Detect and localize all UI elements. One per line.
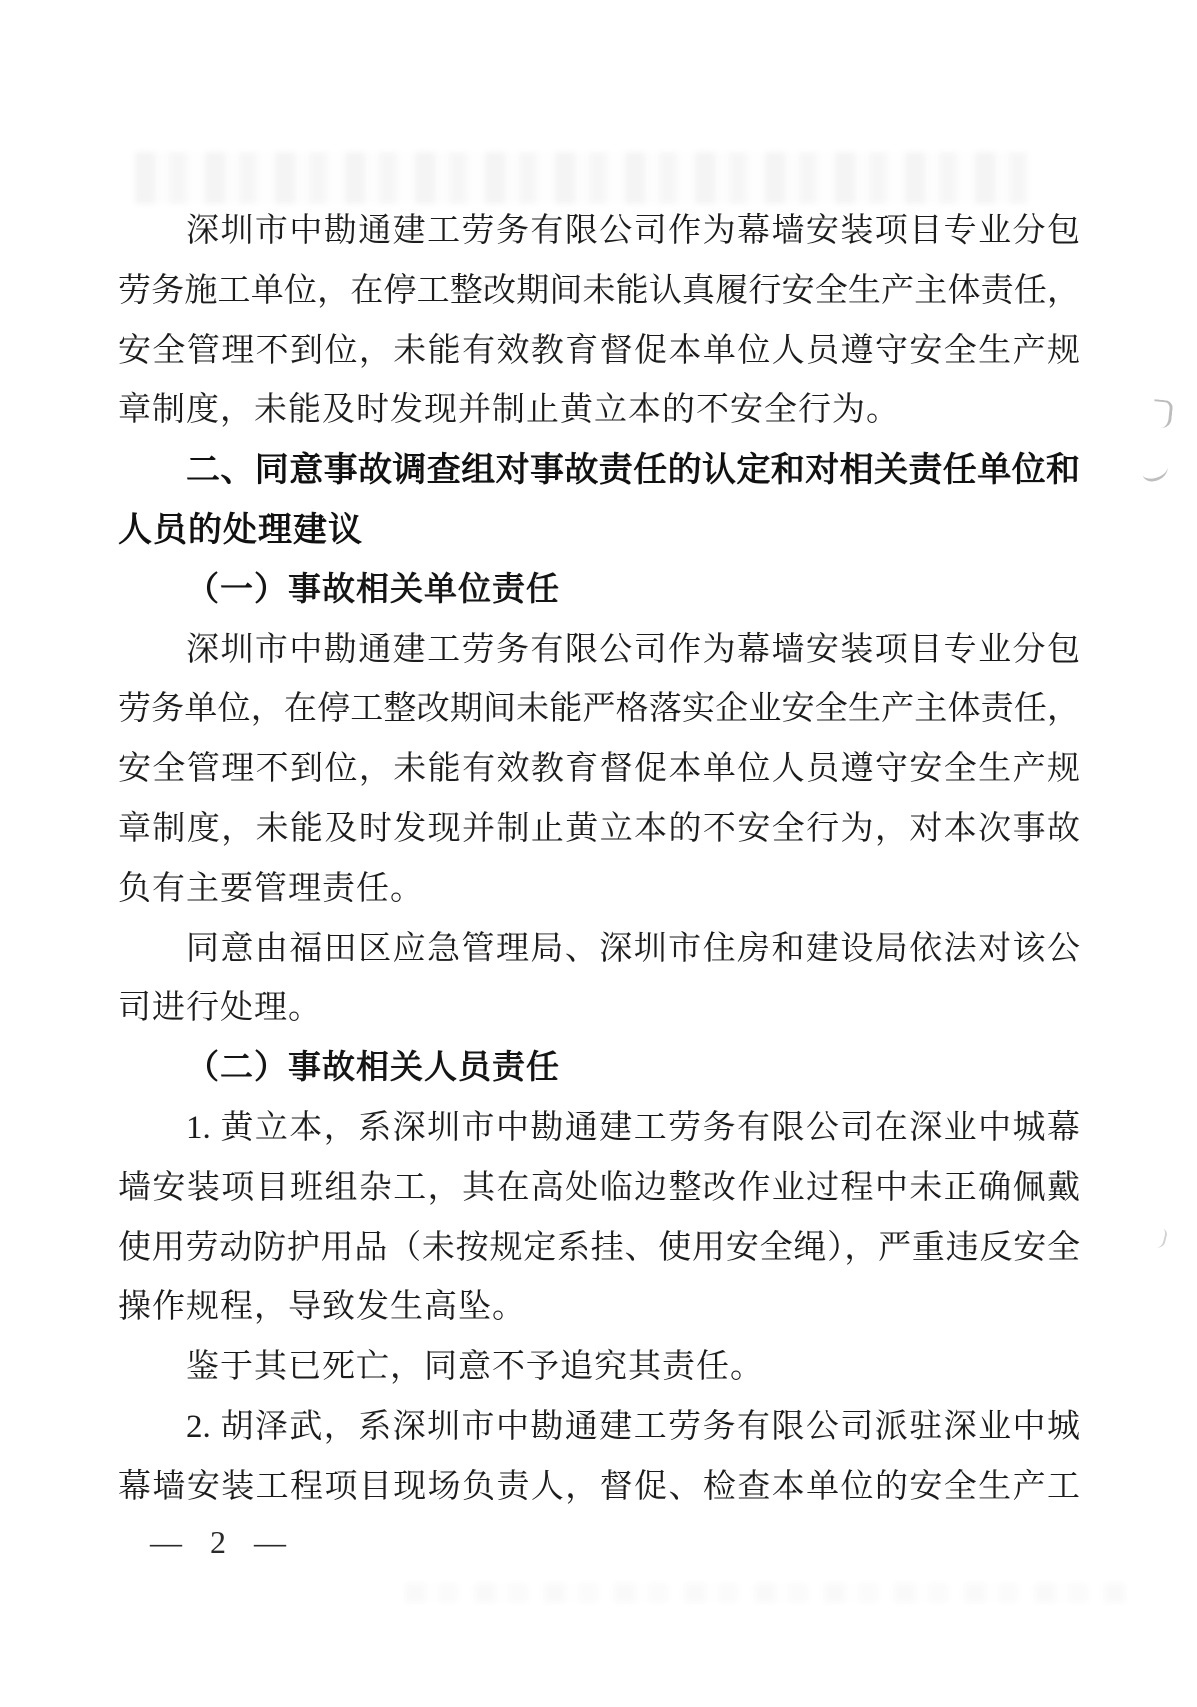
text-line: 劳务施工单位，在停工整改期间未能认真履行安全生产主体责任，	[118, 272, 1080, 309]
text-line: 使用劳动防护用品（未按规定系挂、使用安全绳），严重违反安全	[118, 1229, 1080, 1266]
scan-artifact	[1140, 458, 1169, 483]
text-line: 人员的处理建议	[118, 510, 363, 549]
text-line: 负有主要管理责任。	[118, 870, 424, 907]
scan-artifact	[1152, 399, 1174, 429]
text-line: 1. 黄立本，系深圳市中勘通建工劳务有限公司在深业中城幕	[186, 1109, 1080, 1146]
text-line: 章制度，未能及时发现并制止黄立本的不安全行为。	[118, 392, 900, 429]
text-line: 安全管理不到位，未能有效教育督促本单位人员遵守安全生产规	[118, 751, 1080, 788]
text-line: 安全管理不到位，未能有效教育督促本单位人员遵守安全生产规	[118, 332, 1080, 369]
document-body	[118, 202, 1080, 1518]
text-line: 2. 胡泽武，系深圳市中勘通建工劳务有限公司派驻深业中城	[186, 1408, 1080, 1445]
text-line: 同意由福田区应急管理局、深圳市住房和建设局依法对该公	[186, 930, 1080, 967]
bleedthrough-artifact-bottom	[405, 1583, 1125, 1603]
text-line: 劳务单位，在停工整改期间未能严格落实企业安全生产主体责任，	[118, 691, 1080, 728]
text-line: （二）事故相关人员责任	[186, 1050, 560, 1087]
text-line: 深圳市中勘通建工劳务有限公司作为幕墙安装项目专业分包	[186, 631, 1080, 668]
scan-artifact	[1150, 1227, 1168, 1250]
text-line: 鉴于其已死亡，同意不予追究其责任。	[186, 1349, 764, 1386]
bleedthrough-artifact-top	[135, 152, 1030, 204]
text-line: 章制度，未能及时发现并制止黄立本的不安全行为，对本次事故	[118, 810, 1080, 847]
text-line: （一）事故相关单位责任	[186, 571, 560, 608]
text-line: 二、同意事故调查组对事故责任的认定和对相关责任单位和	[186, 451, 1080, 490]
text-line: 幕墙安装工程项目现场负责人，督促、检查本单位的安全生产工	[118, 1468, 1080, 1505]
text-line: 操作规程，导致发生高坠。	[118, 1289, 526, 1326]
text-line: 司进行处理。	[118, 990, 322, 1027]
page-number: — 2 —	[150, 1524, 288, 1560]
text-line: 墙安装项目班组杂工，其在高处临边整改作业过程中未正确佩戴	[118, 1169, 1080, 1206]
text-line: 深圳市中勘通建工劳务有限公司作为幕墙安装项目专业分包	[186, 213, 1080, 249]
